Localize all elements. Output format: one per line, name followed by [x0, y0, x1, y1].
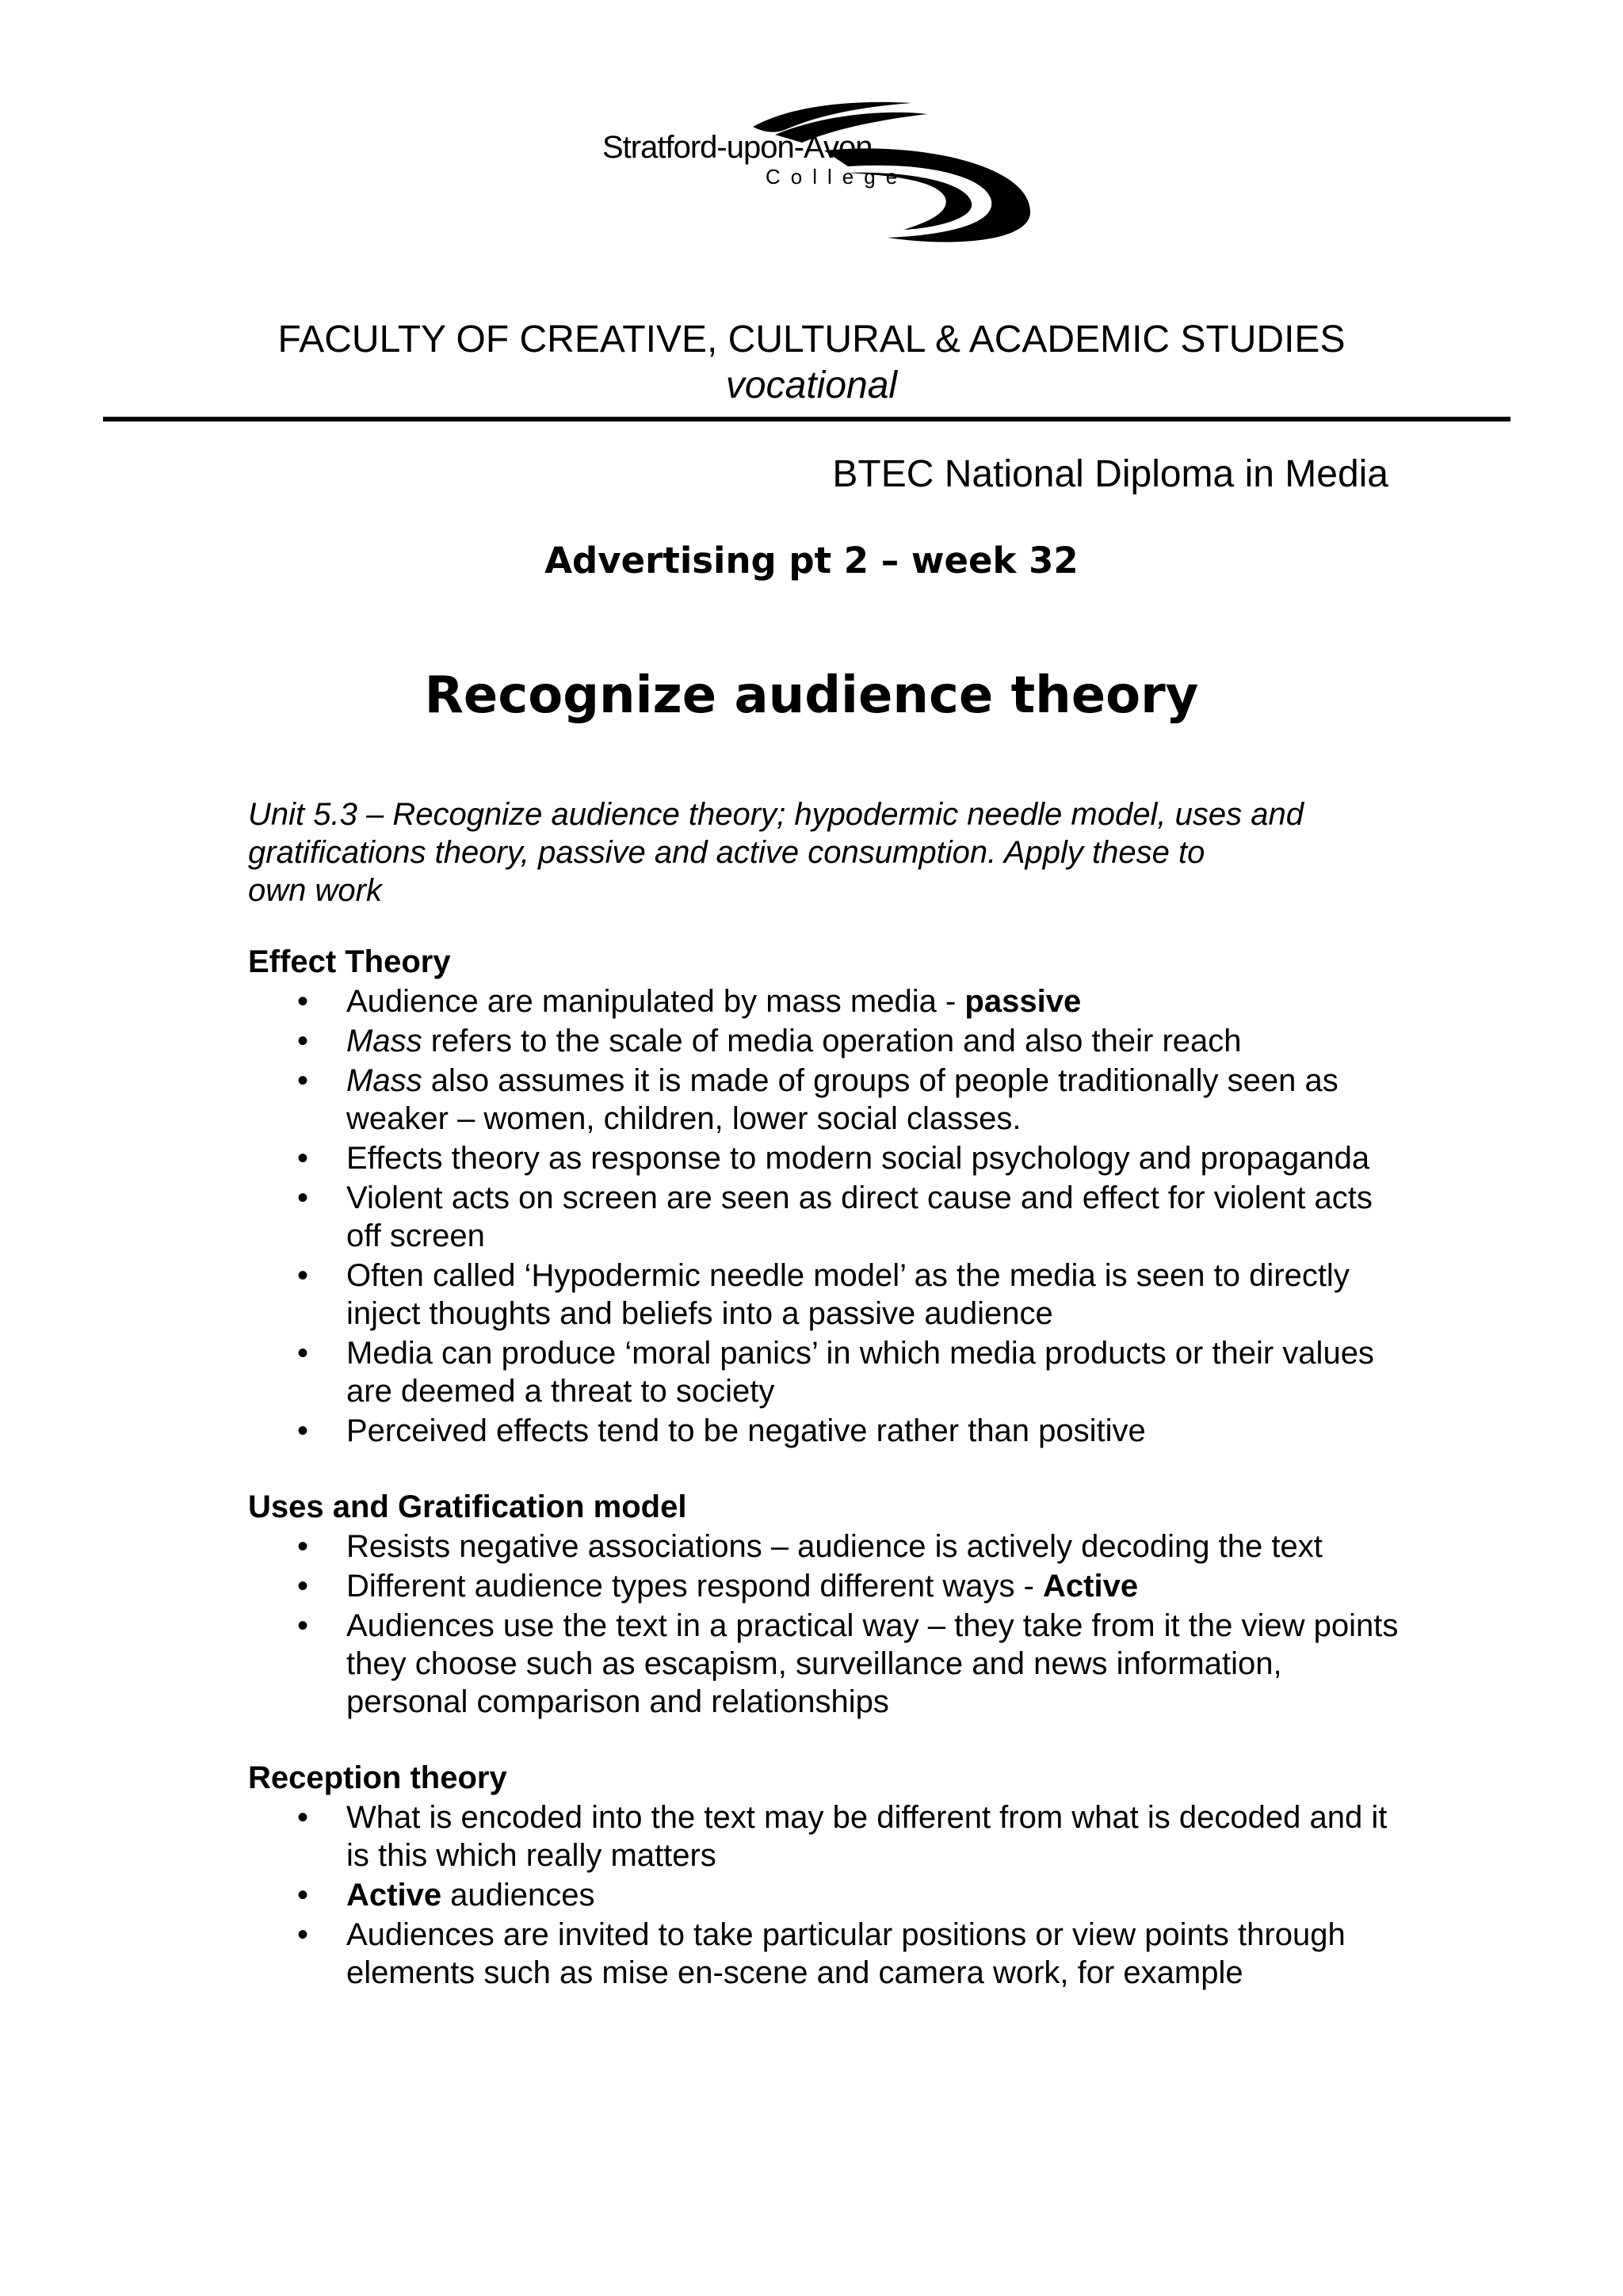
list-item: • Active audiences	[297, 1878, 595, 1913]
list-item: • Audiences are invited to take particular positions or view points through elements such as mise en-scene and camera work, for example	[297, 1917, 1346, 1990]
bullet-icon: •	[297, 1878, 309, 1913]
unit-intro	[248, 795, 1405, 910]
bullet-icon: •	[297, 1336, 309, 1371]
logo-name: Stratford-upon-Avon	[602, 130, 873, 165]
bullet-icon: •	[297, 1258, 309, 1293]
bullet-icon: •	[297, 1063, 309, 1098]
bullet-icon: •	[297, 1917, 309, 1952]
section-uses-gratification	[248, 1488, 1405, 1721]
intro-line: gratifications theory, passive and active consumption. Apply these to	[248, 835, 1205, 870]
bullet-icon: •	[297, 1024, 309, 1058]
list-item: • Media can produce ‘moral panics’ in which media products or their values are deemed a threat to society	[297, 1336, 1374, 1409]
list-item: • Effects theory as response to modern social psychology and propaganda	[297, 1141, 1370, 1176]
list-item: • Audiences use the text in a practical way – they take from it the view points they choose such as escapism, surveillance and news information, personal comparison and relationships	[297, 1608, 1399, 1719]
bullet-icon: •	[297, 1608, 309, 1643]
list-item: • Perceived effects tend to be negative rather than positive	[297, 1413, 1146, 1448]
week-title: Advertising pt 2 – week 32	[544, 540, 1079, 582]
list-item: • What is encoded into the text may be different from what is decoded and it is this which really matters	[297, 1800, 1388, 1873]
list-item: • Mass refers to the scale of media operation and also their reach	[297, 1024, 1242, 1058]
faculty-title: FACULTY OF CREATIVE, CULTURAL & ACADEMIC STUDIES	[277, 318, 1346, 360]
list-item: • Different audience types respond different ways - Active	[297, 1569, 1139, 1604]
bullet-icon: •	[297, 1529, 309, 1564]
bullet-list	[248, 1527, 1405, 1721]
intro-line: Unit 5.3 – Recognize audience theory; hypodermic needle model, uses and	[248, 797, 1304, 832]
list-item: • Resists negative associations – audience is actively decoding the text	[297, 1529, 1323, 1564]
college-logo	[586, 93, 1046, 252]
bullet-list	[248, 982, 1405, 1450]
bullet-list	[248, 1798, 1405, 1992]
faculty-subtitle: vocational	[725, 364, 898, 406]
list-item: • Mass also assumes it is made of groups of people traditionally seen as weaker – women, children, lower social classes.	[297, 1063, 1338, 1136]
section-heading: Reception theory	[248, 1760, 507, 1795]
bullet-icon: •	[297, 1180, 309, 1215]
horizontal-rule	[103, 417, 1510, 421]
list-item: • Violent acts on screen are seen as direct cause and effect for violent acts off screen	[297, 1180, 1373, 1253]
course-name: BTEC National Diploma in Media	[832, 453, 1388, 495]
section-heading: Effect Theory	[248, 944, 451, 979]
section-reception-theory	[248, 1759, 1405, 1992]
bullet-icon: •	[297, 1569, 309, 1604]
main-content	[248, 795, 1405, 2030]
list-item: • Audience are manipulated by mass media - passive	[297, 984, 1082, 1019]
section-effect-theory	[248, 943, 1405, 1450]
faculty-header	[0, 317, 1623, 409]
bullet-icon: •	[297, 984, 309, 1019]
page-title: Recognize audience theory	[424, 666, 1199, 725]
section-heading: Uses and Gratification model	[248, 1489, 687, 1524]
bullet-icon: •	[297, 1141, 309, 1176]
bullet-icon: •	[297, 1800, 309, 1835]
list-item: • Often called ‘Hypodermic needle model’ as the media is seen to directly inject thoughts and beliefs into a passive audience	[297, 1258, 1350, 1331]
bullet-icon: •	[297, 1413, 309, 1448]
intro-line: own work	[248, 873, 382, 908]
logo-sub: College	[766, 165, 908, 189]
